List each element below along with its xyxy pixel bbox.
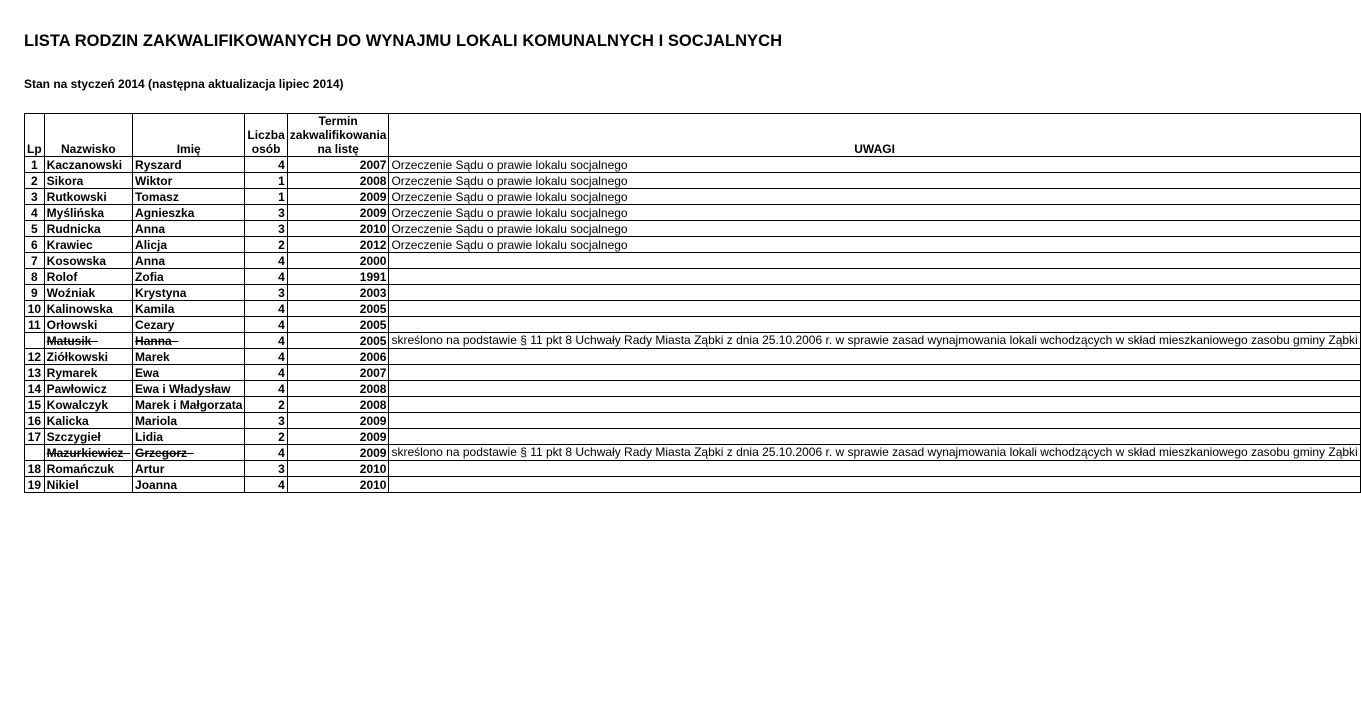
cell-termin: 2009 (287, 205, 389, 221)
cell-uwagi (389, 477, 1360, 493)
struck-surname: Matusik (46, 334, 92, 348)
cell-termin: 2007 (287, 365, 389, 381)
cell-lp: 2 (25, 173, 45, 189)
struck-first-name: Grzegorz (135, 446, 188, 460)
cell-lp: 4 (25, 205, 45, 221)
cell-liczba: 3 (245, 221, 287, 237)
cell-imie: Wiktor (133, 173, 245, 189)
cell-termin: 2009 (287, 429, 389, 445)
cell-uwagi: Orzeczenie Sądu o prawie lokalu socjalnego (389, 237, 1360, 253)
table-row (25, 317, 1361, 333)
cell-liczba: 2 (245, 397, 287, 413)
cell-termin: 2008 (287, 381, 389, 397)
cell-lp: 12 (25, 349, 45, 365)
table-row (25, 397, 1361, 413)
cell-uwagi: Orzeczenie Sądu o prawie lokalu socjalnego (389, 157, 1360, 173)
cell-liczba: 3 (245, 205, 287, 221)
cell-nazwisko: Krawiec (44, 237, 132, 253)
cell-termin: 1991 (287, 269, 389, 285)
cell-imie: Krystyna (133, 285, 245, 301)
table-row (25, 173, 1361, 189)
header-uwagi: UWAGI (389, 114, 1360, 157)
cell-nazwisko: Nikiel (44, 477, 132, 493)
cell-imie: Lidia (133, 429, 245, 445)
table-row (25, 413, 1361, 429)
cell-termin: 2009 (287, 413, 389, 429)
cell-imie: Anna (133, 221, 245, 237)
cell-termin: 2008 (287, 173, 389, 189)
table-row (25, 221, 1361, 237)
cell-termin: 2003 (287, 285, 389, 301)
cell-uwagi: Orzeczenie Sądu o prawie lokalu socjalnego (389, 205, 1360, 221)
cell-liczba: 3 (245, 461, 287, 477)
cell-liczba: 4 (245, 381, 287, 397)
cell-termin: 2005 (287, 317, 389, 333)
table-row (25, 237, 1361, 253)
cell-liczba: 2 (245, 237, 287, 253)
cell-nazwisko: Romańczuk (44, 461, 132, 477)
cell-imie: Mariola (133, 413, 245, 429)
cell-nazwisko: Kosowska (44, 253, 132, 269)
table-row (25, 253, 1361, 269)
header-termin-line3: na listę (317, 142, 359, 156)
cell-imie-struck (133, 333, 245, 349)
cell-lp: 7 (25, 253, 45, 269)
cell-lp: 1 (25, 157, 45, 173)
cell-imie: Artur (133, 461, 245, 477)
cell-imie: Alicja (133, 237, 245, 253)
table-row (25, 189, 1361, 205)
page-subtitle: Stan na styczeń 2014 (następna aktualizacja lipiec 2014) (24, 77, 344, 91)
cell-nazwisko: Ziółkowski (44, 349, 132, 365)
table-row (25, 381, 1361, 397)
cell-uwagi (389, 461, 1360, 477)
cell-liczba: 4 (245, 317, 287, 333)
cell-nazwisko: Szczygieł (44, 429, 132, 445)
cell-lp: 5 (25, 221, 45, 237)
header-termin-line1: Termin (318, 114, 358, 128)
cell-uwagi (389, 285, 1360, 301)
cell-nazwisko: Rudnicka (44, 221, 132, 237)
cell-termin: 2007 (287, 157, 389, 173)
cell-imie: Ewa (133, 365, 245, 381)
cell-nazwisko: Kalicka (44, 413, 132, 429)
table-row (25, 429, 1361, 445)
cell-termin: 2012 (287, 237, 389, 253)
cell-uwagi: Orzeczenie Sądu o prawie lokalu socjalnego (389, 173, 1360, 189)
cell-imie: Tomasz (133, 189, 245, 205)
cell-liczba: 2 (245, 429, 287, 445)
cell-uwagi (389, 429, 1360, 445)
cell-uwagi (389, 269, 1360, 285)
header-nazwisko: Nazwisko (44, 114, 132, 157)
table-row (25, 205, 1361, 221)
cell-lp: 3 (25, 189, 45, 205)
cell-imie: Cezary (133, 317, 245, 333)
cell-termin: 2010 (287, 477, 389, 493)
cell-liczba: 4 (245, 333, 287, 349)
cell-nazwisko-struck (44, 333, 132, 349)
cell-liczba: 4 (245, 445, 287, 461)
cell-imie-struck (133, 445, 245, 461)
struck-surname: Mazurkiewicz (46, 446, 124, 460)
cell-lp: 11 (25, 317, 45, 333)
table-row (25, 269, 1361, 285)
cell-uwagi: Orzeczenie Sądu o prawie lokalu socjalnego (389, 221, 1360, 237)
cell-liczba: 3 (245, 413, 287, 429)
cell-termin: 2000 (287, 253, 389, 269)
table-row (25, 157, 1361, 173)
cell-nazwisko: Myślińska (44, 205, 132, 221)
cell-imie: Ryszard (133, 157, 245, 173)
cell-liczba: 3 (245, 285, 287, 301)
cell-termin: 2009 (287, 445, 389, 461)
table-row (25, 285, 1361, 301)
cell-termin: 2009 (287, 189, 389, 205)
table-header-row (25, 114, 1361, 157)
header-imie: Imię (133, 114, 245, 157)
cell-nazwisko-struck (44, 445, 132, 461)
cell-uwagi (389, 317, 1360, 333)
cell-lp: 19 (25, 477, 45, 493)
table-row (25, 461, 1361, 477)
cell-imie: Kamila (133, 301, 245, 317)
cell-nazwisko: Kalinowska (44, 301, 132, 317)
cell-uwagi (389, 413, 1360, 429)
cell-termin: 2005 (287, 301, 389, 317)
cell-liczba: 4 (245, 477, 287, 493)
cell-nazwisko: Rolof (44, 269, 132, 285)
families-table (24, 113, 1361, 493)
cell-lp: 9 (25, 285, 45, 301)
cell-lp (25, 445, 45, 461)
cell-uwagi (389, 349, 1360, 365)
cell-lp: 8 (25, 269, 45, 285)
cell-nazwisko: Orłowski (44, 317, 132, 333)
cell-nazwisko: Sikora (44, 173, 132, 189)
cell-uwagi: skreślono na podstawie § 11 pkt 8 Uchwały Rady Miasta Ząbki z dnia 25.10.2006 r. w sprawie zasad wynajmowania lokali wchodzących w skład mieszkaniowego zasobu gminy Ząbki (389, 445, 1360, 461)
cell-lp: 18 (25, 461, 45, 477)
cell-uwagi (389, 365, 1360, 381)
cell-lp: 15 (25, 397, 45, 413)
cell-uwagi (389, 301, 1360, 317)
cell-lp: 16 (25, 413, 45, 429)
table-row (25, 301, 1361, 317)
cell-uwagi (389, 253, 1360, 269)
cell-imie: Joanna (133, 477, 245, 493)
cell-lp: 17 (25, 429, 45, 445)
cell-lp (25, 333, 45, 349)
cell-imie: Marek (133, 349, 245, 365)
cell-imie: Zofia (133, 269, 245, 285)
table-row (25, 477, 1361, 493)
cell-liczba: 4 (245, 349, 287, 365)
cell-liczba: 4 (245, 301, 287, 317)
cell-imie: Agnieszka (133, 205, 245, 221)
cell-termin: 2010 (287, 461, 389, 477)
cell-imie: Anna (133, 253, 245, 269)
cell-termin: 2010 (287, 221, 389, 237)
cell-liczba: 4 (245, 157, 287, 173)
cell-nazwisko: Woźniak (44, 285, 132, 301)
cell-uwagi: skreślono na podstawie § 11 pkt 8 Uchwały Rady Miasta Ząbki z dnia 25.10.2006 r. w sprawie zasad wynajmowania lokali wchodzących w skład mieszkaniowego zasobu gminy Ząbki (389, 333, 1360, 349)
cell-uwagi (389, 397, 1360, 413)
cell-imie: Ewa i Władysław (133, 381, 245, 397)
cell-lp: 10 (25, 301, 45, 317)
header-termin-line2: zakwalifikowania (289, 128, 387, 142)
cell-nazwisko: Rymarek (44, 365, 132, 381)
cell-uwagi (389, 381, 1360, 397)
cell-liczba: 1 (245, 189, 287, 205)
header-termin (287, 114, 389, 157)
cell-liczba: 4 (245, 365, 287, 381)
cell-nazwisko: Rutkowski (44, 189, 132, 205)
cell-termin: 2005 (287, 333, 389, 349)
cell-liczba: 4 (245, 269, 287, 285)
cell-lp: 6 (25, 237, 45, 253)
header-liczba-line1: Liczba (247, 128, 285, 142)
table-row (25, 349, 1361, 365)
cell-imie: Marek i Małgorzata (133, 397, 245, 413)
page-title: LISTA RODZIN ZAKWALIFIKOWANYCH DO WYNAJMU LOKALI KOMUNALNYCH I SOCJALNYCH (24, 32, 783, 50)
cell-lp: 14 (25, 381, 45, 397)
cell-lp: 13 (25, 365, 45, 381)
cell-nazwisko: Kaczanowski (44, 157, 132, 173)
cell-uwagi: Orzeczenie Sądu o prawie lokalu socjalnego (389, 189, 1360, 205)
cell-liczba: 1 (245, 173, 287, 189)
table-row (25, 365, 1361, 381)
struck-first-name: Hanna (135, 334, 172, 348)
cell-nazwisko: Kowalczyk (44, 397, 132, 413)
cell-liczba: 4 (245, 253, 287, 269)
table-row-struck (25, 333, 1361, 349)
header-liczba-line2: osób (251, 142, 281, 156)
cell-termin: 2008 (287, 397, 389, 413)
header-liczba-osob (245, 114, 287, 157)
cell-nazwisko: Pawłowicz (44, 381, 132, 397)
cell-termin: 2006 (287, 349, 389, 365)
header-lp: Lp (25, 114, 45, 157)
table-row-struck (25, 445, 1361, 461)
